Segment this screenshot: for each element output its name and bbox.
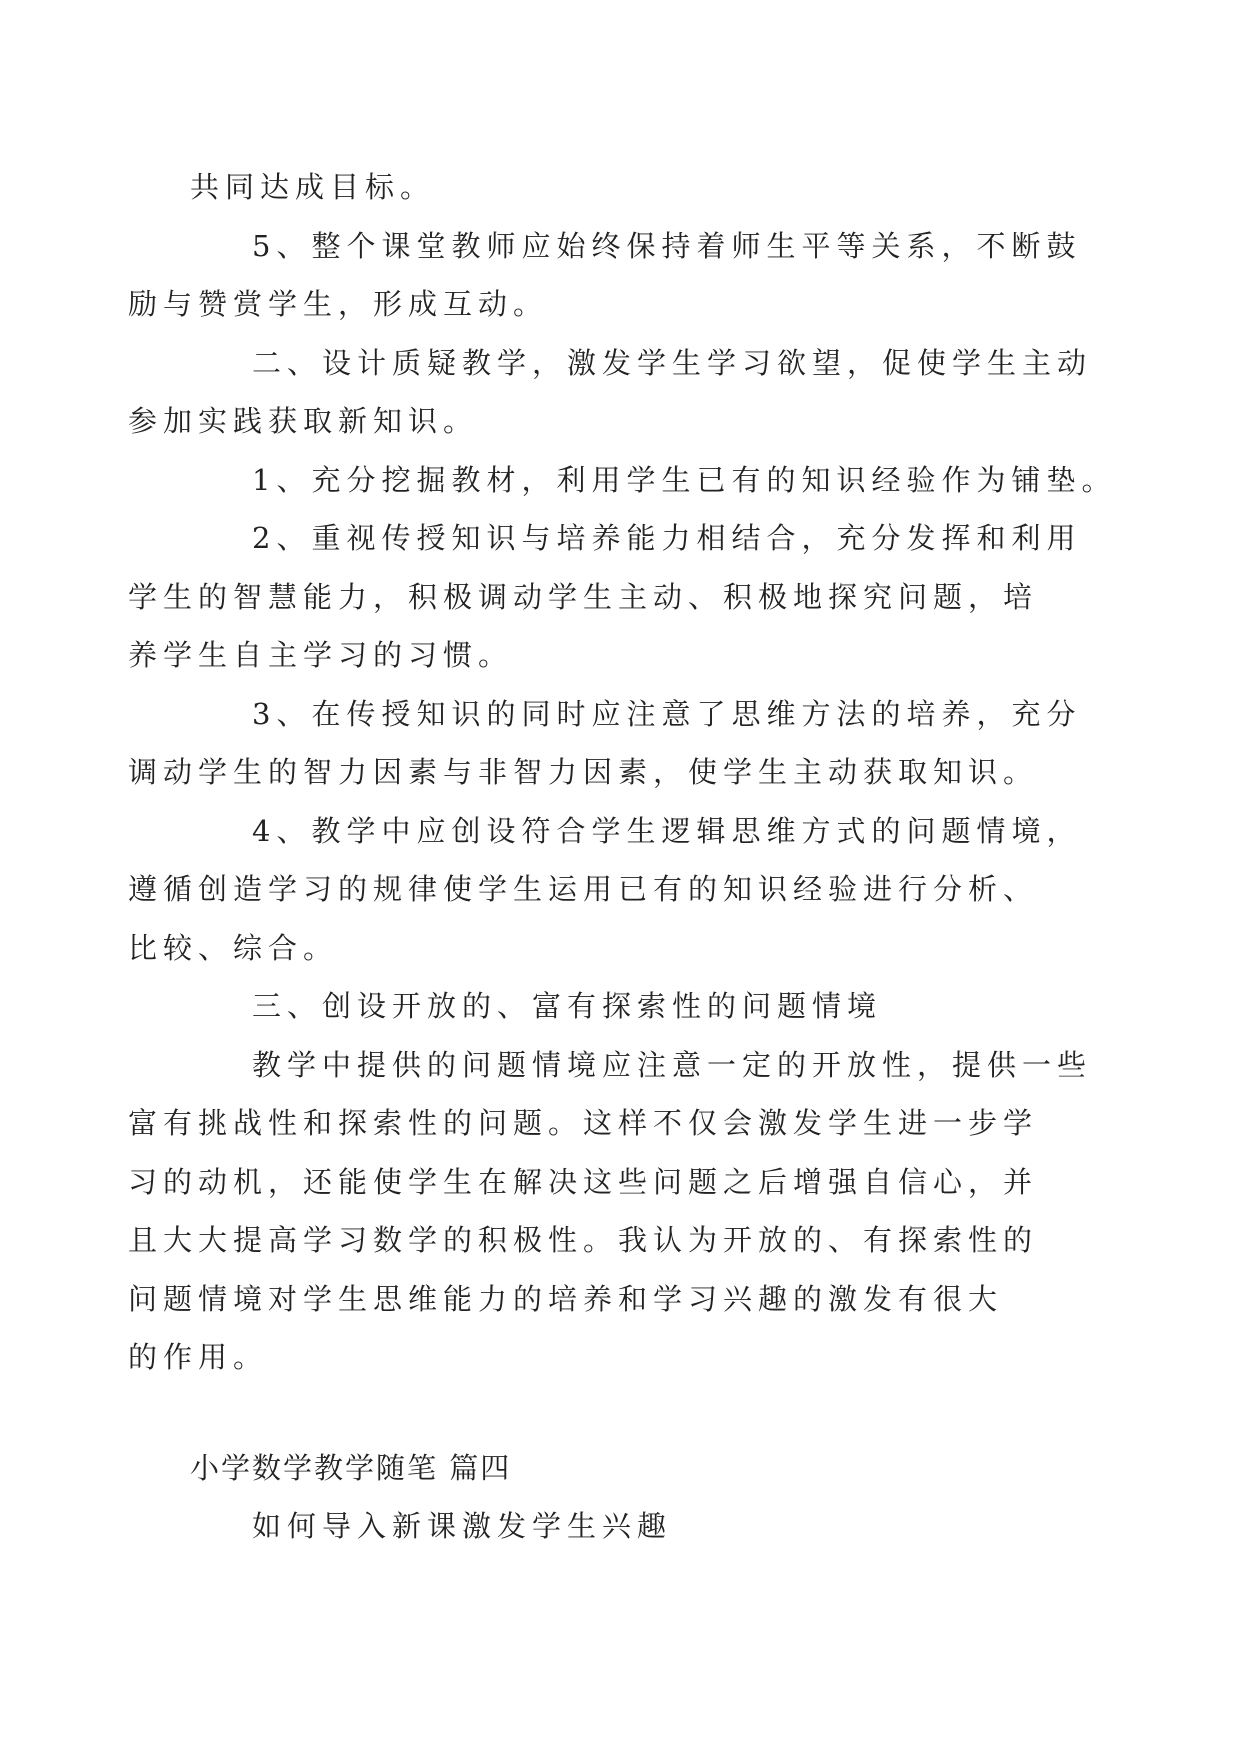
text-line: 且大大提高学习数学的积极性。我认为开放的、有探索性的 [128,1223,1039,1257]
paragraph [128,334,1093,451]
text-line: 调动学生的智力因素与非智力因素，使学生主动获取知识。 [128,755,1039,789]
text-line: 参加实践获取新知识。 [128,404,479,438]
text-line: 的作用。 [128,1340,269,1374]
text-line: 比较、综合。 [128,930,339,965]
paragraph [128,1036,1093,1387]
paragraph [190,451,1117,510]
section-heading: 小学数学教学随笔 篇四 [190,1450,512,1485]
text-line: 习的动机，还能使学生在解决这些问题之后增强自信心，并 [128,1164,1039,1199]
text-line: 养学生自主学习的习惯。 [128,638,514,672]
text-line: 3、在传授知识的同时应注意了思维方法的培养，充分 [252,696,1082,731]
paragraph [128,217,1082,334]
text-line: 学生的智慧能力，积极调动学生主动、积极地探究问题，培 [128,579,1039,614]
text-line: 教学中提供的问题情境应注意一定的开放性，提供一些 [252,1047,1093,1082]
paragraph [190,977,1060,1036]
text-line: 2、重视传授知识与培养能力相结合，充分发挥和利用 [252,521,1082,555]
text-line: 4、教学中应创设符合学生逻辑思维方式的问题情境， [252,813,1082,848]
text-line: 问题情境对学生思维能力的培养和学习兴趣的激发有很大 [128,1281,1004,1316]
paragraph [128,802,1082,978]
text-line: 共同达成目标。 [190,170,436,204]
section-subheading: 如何导入新课激发学生兴趣 [252,1509,673,1543]
text-line: 1、充分挖掘教材，利用学生已有的知识经验作为铺垫。 [252,462,1117,497]
text-line: 三、创设开放的、富有探索性的问题情境 [252,989,883,1023]
text-line: 二、设计质疑教学，激发学生学习欲望，促使学生主动 [252,345,1093,380]
text-line: 5、整个课堂教师应始终保持着师生平等关系，不断鼓 [252,228,1082,263]
paragraph [128,509,1082,685]
text-line: 遵循创造学习的规律使学生运用已有的知识经验进行分析、 [128,872,1039,906]
text-line: 富有挑战性和探索性的问题。这样不仅会激发学生进一步学 [128,1106,1039,1140]
paragraph [190,158,1060,217]
document-body [128,158,1117,1556]
text-line: 励与赞赏学生，形成互动。 [128,287,549,321]
paragraph [128,685,1082,802]
